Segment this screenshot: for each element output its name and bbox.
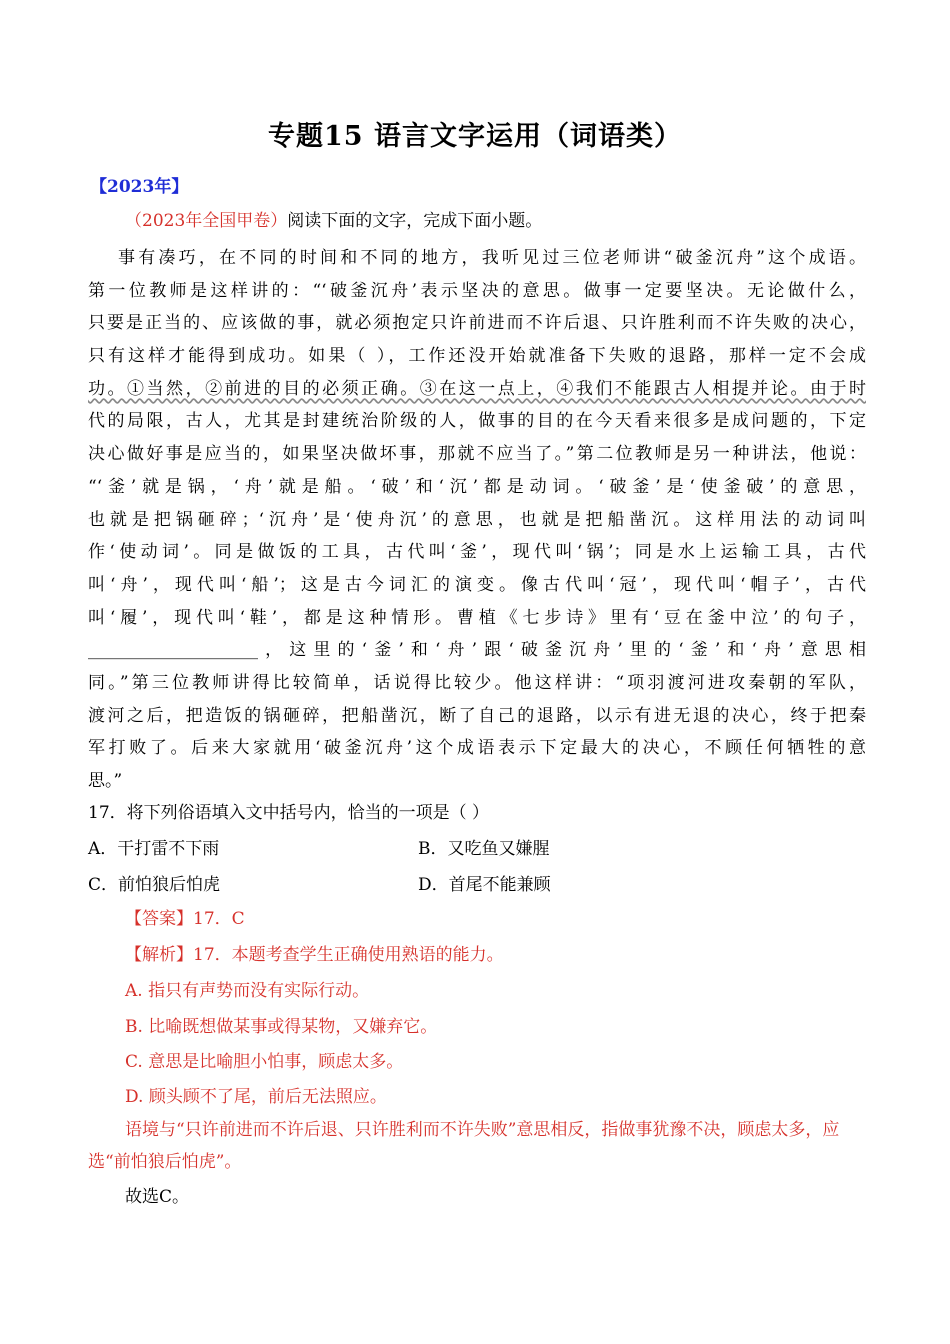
analysis-conclusion-text: 语境与“只许前进而不许后退、只许胜利而不许失败”意思相反，指做事犹豫不决，顾虑太多，应选“前怕狼后怕虎”。 xyxy=(88,1120,840,1172)
passage-line: 作‘使动词’。同是做饭的工具，古代叫‘釜’，现代叫‘锅’；同是水上运输工具，古代 xyxy=(88,542,866,563)
passage-line: 渡河之后，把造饭的锅砸碎，把船凿沉，断了自己的退路，以示有进无退的决心，终于把秦 xyxy=(88,705,866,726)
passage-line: 军打败了。后来大家就用‘破釜沉舟’这个成语表示下定最大的决心，不顾任何牺牲的意 xyxy=(88,738,866,759)
option-c: C．前怕狼后怕虎 xyxy=(88,875,221,895)
passage-line: 同。”第三位教师讲得比较简单，话说得比较少。他这样讲：“项羽渡河进攻秦朝的军队， xyxy=(88,672,866,693)
passage-line: 叫‘履’，现代叫‘鞋’，都是这种情形。曹植《七步诗》里有‘豆在釜中泣’的句子， xyxy=(88,607,866,628)
passage-line: 只要是正当的、应该做的事，就必须抱定只许前进而不许后退、只许胜利而不许失败的决心， xyxy=(88,313,866,334)
analysis-item-a: A. 指只有声势而没有实际行动。 xyxy=(125,981,370,1001)
year-tag: 【2023年】 xyxy=(90,177,189,197)
passage-line: 也就是把锅砸碎；‘沉舟’是‘使舟沉’的意思，也就是把船凿沉。这样用法的动词叫 xyxy=(88,509,866,530)
option-b: B．又吃鱼又嫌腥 xyxy=(418,839,550,859)
passage-line: 叫‘舟’，现代叫‘船’；这是古今词汇的演变。像古代叫‘冠’，现代叫‘帽子’，古代 xyxy=(88,574,866,595)
analysis-item-c: C. 意思是比喻胆小怕事，顾虑太多。 xyxy=(125,1052,404,1072)
passage-line: 思。” xyxy=(88,771,123,791)
analysis-head: 【解析】17．本题考查学生正确使用熟语的能力。 xyxy=(125,945,504,965)
passage-line: 事有凑巧，在不同的时间和不同的地方，我听见过三位老师讲“破釜沉舟”这个成语。 xyxy=(118,248,866,268)
intro-text: 阅读下面的文字，完成下面小题。 xyxy=(287,211,543,231)
option-d: D．首尾不能兼顾 xyxy=(418,875,551,895)
analysis-item-b: B. 比喻既想做某事或得某物，又嫌弃它。 xyxy=(125,1017,438,1037)
answer: 【答案】17．C xyxy=(125,909,245,929)
passage-line: 代的局限，古人，尤其是封建统治阶级的人，做事的目的在今天看来很多是成问题的，下定 xyxy=(88,411,866,432)
analysis-conclusion xyxy=(88,1114,864,1178)
passage-line: “‘釜’就是锅，‘舟’就是船。‘破’和‘沉’都是动词。‘破釜’是‘使釜破’的意思， xyxy=(88,476,866,497)
intro xyxy=(125,206,542,231)
question-text: 17．将下列俗语填入文中括号内，恰当的一项是（ ） xyxy=(88,803,490,823)
final-answer: 故选C。 xyxy=(125,1187,190,1207)
page-title: 专题15 语言文字运用（词语类） xyxy=(268,121,682,152)
passage-line: 功。①当然，②前进的目的必须正确。③在这一点上，④我们不能跟古人相提并论。由于时 xyxy=(88,378,866,399)
passage xyxy=(88,242,866,798)
intro-source: （2023年全国甲卷） xyxy=(125,211,288,231)
analysis-item-d: D. 顾头顾不了尾，前后无法照应。 xyxy=(125,1087,387,1107)
passage-line: 决心做好事是应当的，如果坚决做坏事，那就不应当了。”第二位教师是另一种讲法，他说： xyxy=(88,444,866,465)
option-a: A．干打雷不下雨 xyxy=(88,839,220,859)
passage-line: ____________________，这里的‘釜’和‘舟’跟‘破釜沉舟’里的‘釜’和‘舟’意思相 xyxy=(88,640,866,661)
passage-line: 只有这样才能得到成功。如果（ ），工作还没开始就准备下失败的退路，那样一定不会成 xyxy=(88,346,866,367)
passage-line: 第一位教师是这样讲的：“‘破釜沉舟’表示坚决的意思。做事一定要坚决。无论做什么， xyxy=(88,280,866,301)
